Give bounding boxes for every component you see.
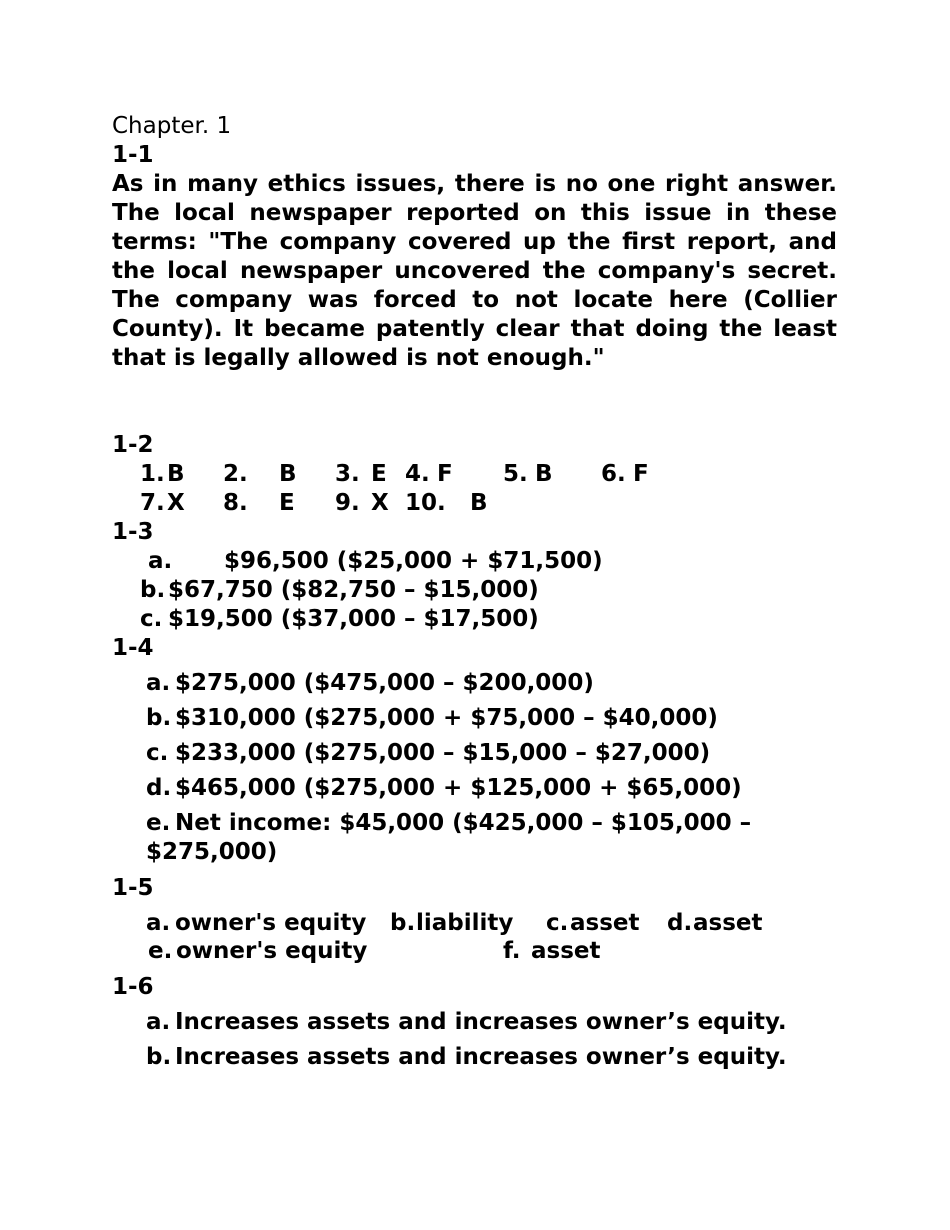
answer-6-number: 6.	[601, 461, 626, 487]
item-1-4-c-label: c.	[146, 740, 169, 766]
answer-7-letter: X	[167, 490, 185, 516]
section-number-1-2: 1-2	[112, 432, 154, 458]
answer-5-number: 5.	[503, 461, 528, 487]
answer-3-letter: E	[371, 461, 387, 487]
item-1-4-c-text: $233,000 ($275,000 – $15,000 – $27,000)	[175, 740, 711, 766]
answer-8-number: 8.	[223, 490, 248, 516]
item-1-6-b-text: Increases assets and increases owner’s equity.	[175, 1044, 787, 1070]
item-1-5-f-text: asset	[531, 938, 601, 964]
answer-10-number: 10.	[405, 490, 446, 516]
answer-7-number: 7.	[140, 490, 165, 516]
document-page	[112, 112, 837, 373]
answer-1-number: 1.	[140, 461, 165, 487]
answer-4-letter: F	[437, 461, 453, 487]
item-1-5-f-label: f.	[503, 938, 521, 964]
item-1-5-a-text: owner's equity	[175, 910, 367, 936]
item-1-5-e-label: e.	[148, 938, 173, 964]
section-number-1-6: 1-6	[112, 974, 154, 1000]
item-1-3-c-label: c.	[140, 606, 163, 632]
answer-9-letter: X	[371, 490, 389, 516]
answer-8-letter: E	[279, 490, 295, 516]
item-1-4-d-label: d.	[146, 775, 172, 801]
section-1-1-text: As in many ethics issues, there is no one right answer. The local newspaper reported on this issue in these terms: "The company covered up the first report, and the local newspaper uncovered the company's secret. The company was forced to not locate here (Collier County). It became patently clear that doing the least that is legally allowed is not enough."	[112, 171, 837, 371]
item-1-4-e-label: e.	[146, 810, 171, 836]
item-1-4-e-text: Net income: $45,000 ($425,000 – $105,000 –	[175, 810, 752, 836]
section-number-1-3: 1-3	[112, 519, 154, 545]
answer-2-letter: B	[279, 461, 297, 487]
item-1-3-b-label: b.	[140, 577, 166, 603]
item-1-4-b-label: b.	[146, 705, 172, 731]
item-1-3-a-text: $96,500 ($25,000 + $71,500)	[224, 548, 603, 574]
answer-3-number: 3.	[335, 461, 360, 487]
item-1-4-e-text-continued: $275,000)	[146, 839, 278, 865]
item-1-4-a-text: $275,000 ($475,000 – $200,000)	[175, 670, 594, 696]
item-1-5-b-text: liability	[416, 910, 514, 936]
item-1-6-a-label: a.	[146, 1009, 171, 1035]
item-1-4-a-label: a.	[146, 670, 171, 696]
item-1-3-c-text: $19,500 ($37,000 – $17,500)	[168, 606, 539, 632]
chapter-title: Chapter. 1	[112, 113, 232, 139]
section-number-1-1: 1-1	[112, 142, 154, 168]
answer-10-letter: B	[470, 490, 488, 516]
item-1-5-d-text: asset	[693, 910, 763, 936]
item-1-5-b-label: b.	[390, 910, 416, 936]
item-1-5-c-label: c.	[546, 910, 569, 936]
answer-4-number: 4.	[405, 461, 430, 487]
item-1-5-a-label: a.	[146, 910, 171, 936]
item-1-5-e-text: owner's equity	[176, 938, 368, 964]
section-number-1-5: 1-5	[112, 875, 154, 901]
item-1-5-d-label: d.	[667, 910, 693, 936]
answer-9-number: 9.	[335, 490, 360, 516]
section-number-1-4: 1-4	[112, 635, 154, 661]
item-1-4-d-text: $465,000 ($275,000 + $125,000 + $65,000)	[175, 775, 742, 801]
item-1-3-b-text: $67,750 ($82,750 – $15,000)	[168, 577, 539, 603]
answer-1-letter: B	[167, 461, 185, 487]
answer-5-letter: B	[535, 461, 553, 487]
answer-6-letter: F	[633, 461, 649, 487]
item-1-4-b-text: $310,000 ($275,000 + $75,000 – $40,000)	[175, 705, 718, 731]
item-1-6-a-text: Increases assets and increases owner’s equity.	[175, 1009, 787, 1035]
item-1-6-b-label: b.	[146, 1044, 172, 1070]
item-1-5-c-text: asset	[570, 910, 640, 936]
item-1-3-a-label: a.	[148, 548, 173, 574]
answer-2-number: 2.	[223, 461, 248, 487]
